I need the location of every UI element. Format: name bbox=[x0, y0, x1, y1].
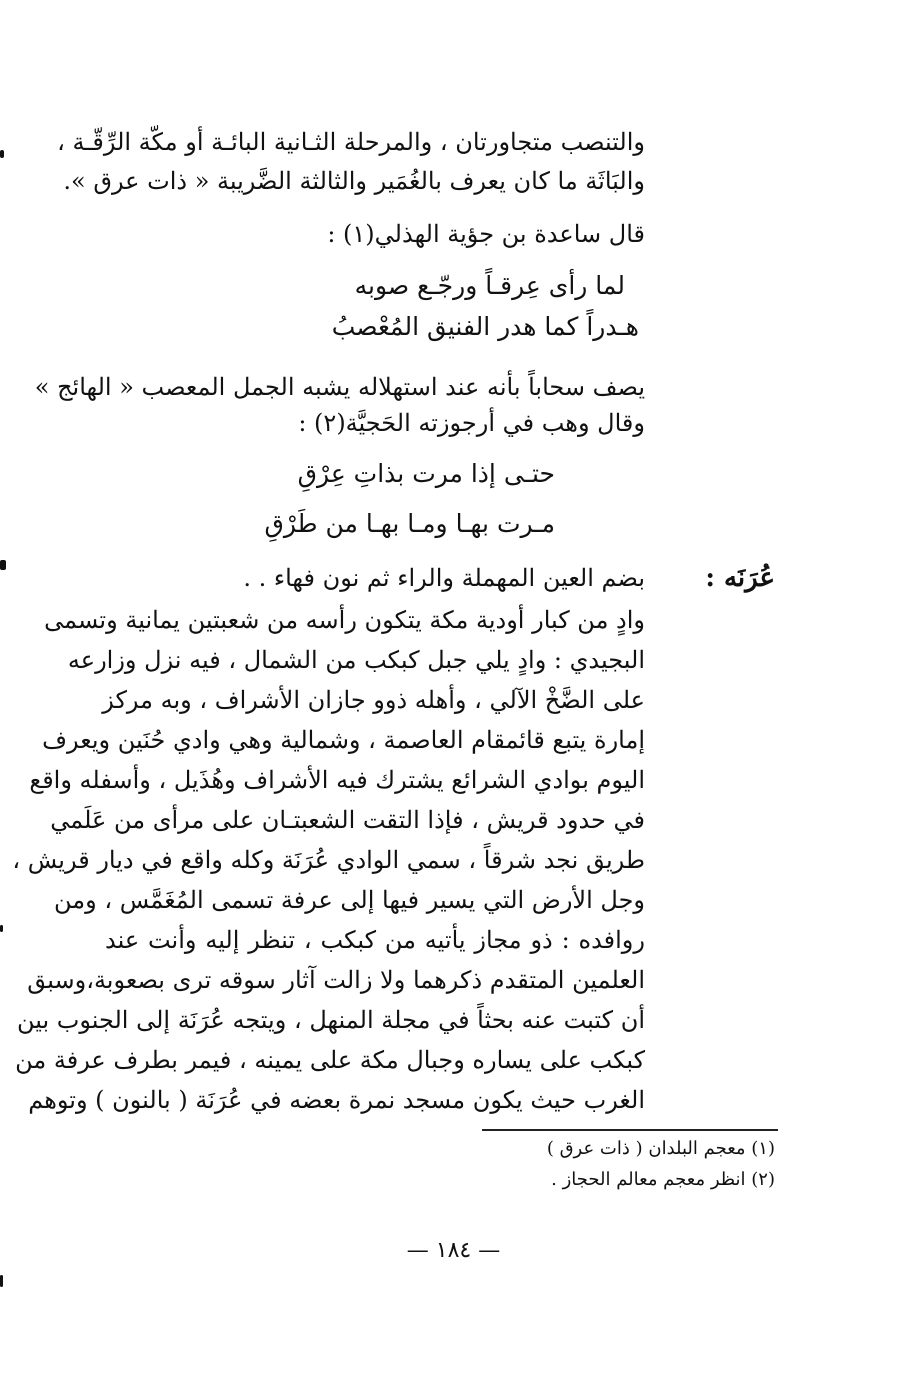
body-line: إمارة يتبع قائمقام العاصمة ، وشمالية وهي وادي حُنَين ويعرف bbox=[42, 726, 645, 754]
body-line: كبكب على يساره وجبال مكة على يمينه ، فيمر بطرف عرفة من bbox=[15, 1046, 645, 1074]
scan-edge-mark bbox=[0, 1275, 3, 1287]
footnote: (١) معجم البلدان ( ذات عرق ) bbox=[546, 1138, 775, 1159]
body-line: اليوم بوادي الشرائع يشترك فيه الأشراف وهُذَيل ، وأسفله واقع bbox=[29, 766, 645, 794]
body-line: وجل الأرض التي يسير فيها إلى عرفة تسمى المُغَمَّس ، ومن bbox=[54, 886, 645, 914]
body-line: في حدود قريش ، فإذا التقت الشعبتـان على مرأى من عَلَمي bbox=[50, 806, 645, 834]
verse-line: مـرت بهـا ومـا بهـا من طَرْقِ bbox=[264, 509, 555, 538]
footnote-rule bbox=[482, 1129, 778, 1131]
scan-edge-mark bbox=[0, 560, 6, 570]
body-line: طريق نجد شرقاً ، سمي الوادي عُرَنَة وكله واقع في ديار قريش ، bbox=[12, 846, 645, 874]
footnote: (٢) انظر معجم معالم الحجاز . bbox=[551, 1169, 775, 1190]
continuation-line: والبَاثَة ما كان يعرف بالغُمَير والثالثة الضَّريبة « ذات عرق ». bbox=[63, 167, 645, 195]
continuation-line: والتنصب متجاورتان ، والمرحلة الثـانية البائـة أو مكّة الرِّقّـة ، bbox=[57, 128, 645, 156]
entry-headword: عُرَنَه : bbox=[705, 563, 775, 593]
body-line: على الضَّخْ الآلي ، وأهله ذوو جازان الأشراف ، وبه مركز bbox=[102, 686, 645, 714]
scan-edge-mark bbox=[0, 150, 4, 158]
scan-edge-mark bbox=[0, 925, 3, 932]
entry-definition: بضم العين المهملة والراء ثم نون فهاء . . bbox=[243, 564, 645, 592]
verse-intro: وقال وهب في أرجوزته الحَجيَّة(٢) : bbox=[298, 409, 645, 437]
body-line: البجيدي : وادٍ يلي جبل كبكب من الشمال ، فيه نزل وزارعه bbox=[67, 646, 645, 674]
body-line: أن كتبت عنه بحثاً في مجلة المنهل ، ويتجه عُرَنَة إلى الجنوب بين bbox=[16, 1006, 645, 1034]
body-line: روافده : ذو مجاز يأتيه من كبكب ، تنظر إليه وأنت عند bbox=[105, 926, 645, 954]
verse-line: حتـى إذا مرت بذاتِ عِرْقِ bbox=[297, 459, 555, 488]
body-line: وادٍ من كبار أودية مكة يتكون رأسه من شعبتين يمانية وتسمى bbox=[44, 606, 645, 634]
page-number: — ١٨٤ — bbox=[406, 1238, 501, 1263]
verse-line: هـدراً كما هدر الفنيق المُعْصبُ bbox=[331, 312, 639, 341]
verse-intro: قال ساعدة بن جؤية الهذلي(١) : bbox=[327, 220, 645, 248]
body-line: العلمين المتقدم ذكرهما ولا زالت آثار سوقه ترى بصعوبة،وسبق bbox=[27, 966, 645, 994]
body-line: الغرب حيث يكون مسجد نمرة بعضه في عُرَنَة ( بالنون ) وتوهم bbox=[28, 1086, 645, 1114]
verse-comment: يصف سحاباً بأنه عند استهلاله يشبه الجمل المعصب « الهائج » bbox=[34, 373, 645, 401]
verse-line: لما رأى عِرقـاً ورجّـع صوبه bbox=[354, 271, 625, 300]
